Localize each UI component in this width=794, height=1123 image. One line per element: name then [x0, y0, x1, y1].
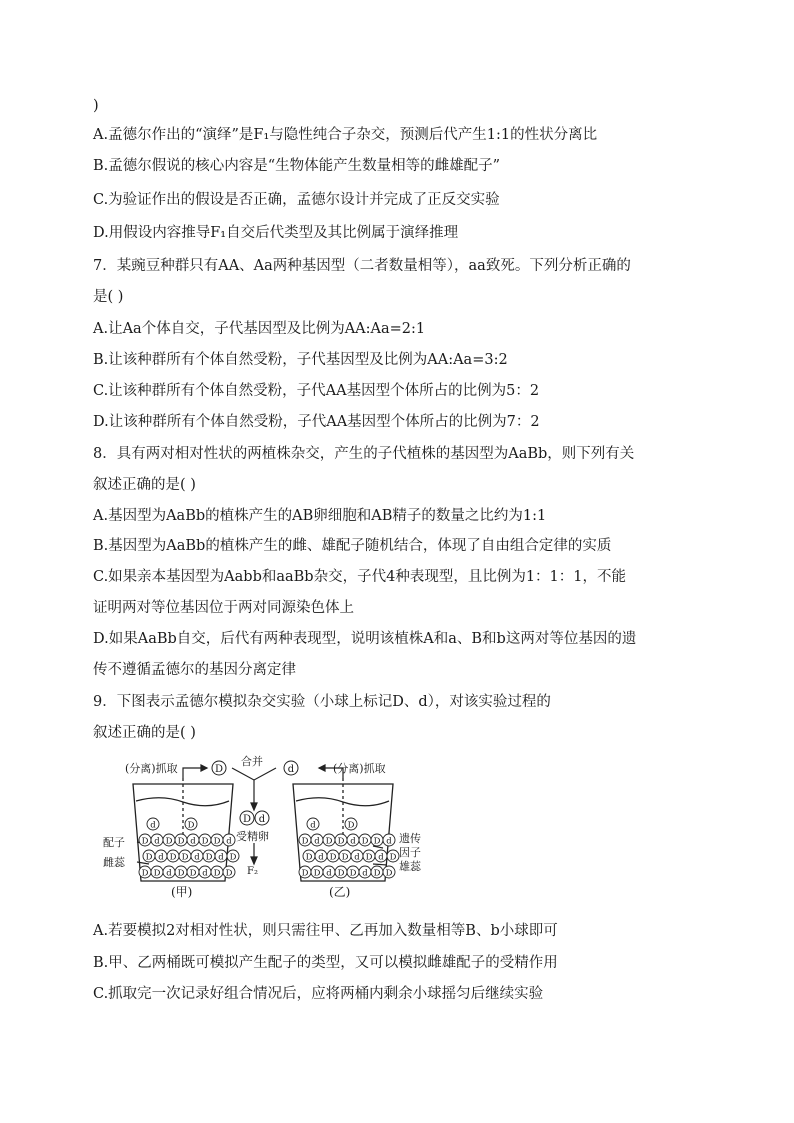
- f2-label: F₂: [247, 866, 258, 877]
- genetic-label: 遗传: [399, 832, 421, 845]
- gene-ball-label: D: [181, 852, 189, 863]
- q8-option-c-line2: 证明两对等位基因位于两对同源染色体上: [93, 600, 354, 616]
- gene-ball-label: D: [329, 852, 337, 863]
- gene-ball-label: D: [337, 836, 345, 847]
- gene-ball-label: D: [301, 836, 309, 847]
- gene-ball-label: d: [190, 836, 196, 847]
- factor-label: 因子: [399, 846, 421, 859]
- gene-ball-label: d: [362, 868, 368, 879]
- bucket-jia-label: (甲): [171, 885, 193, 899]
- gene-ball-label: D: [313, 868, 321, 879]
- q8-option-b: B.基因型为AaBb的植株产生的雌、雄配子随机结合，体现了自由组合定律的实质: [93, 538, 612, 554]
- gene-ball-label: D: [373, 868, 381, 879]
- q8-option-c-line1: C.如果亲本基因型为Aabb和aaBb杂交，子代4种表现型，且比例为1：1：1，不能: [93, 569, 626, 585]
- gene-ball-label: D: [225, 868, 233, 879]
- q6-option-a: A.孟德尔作出的“演绎”是F₁与隐性纯合子杂交，预测后代产生1:1的性状分离比: [93, 127, 598, 143]
- gene-ball-label: D: [325, 836, 333, 847]
- gene-ball-label: D: [305, 852, 313, 863]
- gene-ball-label: D: [349, 868, 357, 879]
- top-ball-d: [284, 761, 298, 775]
- gene-ball-label: d: [158, 852, 164, 863]
- gene-ball-label: D: [141, 868, 149, 879]
- q7-stem-line2: 是( ): [93, 289, 124, 305]
- q8-option-a: A.基因型为AaBb的植株产生的AB卵细胞和AB精子的数量之比约为1:1: [93, 508, 547, 524]
- gene-ball-label: d: [154, 836, 160, 847]
- gene-ball-label: D: [385, 868, 393, 879]
- gene-ball-label: d: [226, 836, 232, 847]
- q6-option-b: B.孟德尔假说的核心内容是“生物体能产生数量相等的雌雄配子”: [93, 158, 501, 174]
- gene-ball-label: D: [213, 868, 221, 879]
- q7-option-b: B.让该种群所有个体自然受粉，子代基因型及比例为AA:Aa=3:2: [93, 352, 508, 368]
- gene-ball-label: d: [354, 852, 360, 863]
- zygote-ball-d: [255, 811, 269, 825]
- q9-option-c: C.抓取完一次记录好组合情况后，应将两桶内剩余小球摇匀后继续实验: [93, 986, 544, 1002]
- stamen-label: 雄蕊: [399, 860, 421, 873]
- bucket-yi-label: (乙): [329, 885, 351, 899]
- gene-ball-label: d: [314, 836, 320, 847]
- gene-ball-label: D: [141, 836, 149, 847]
- gene-ball-label: D: [389, 852, 397, 863]
- zygote-ball-d-label: d: [258, 814, 266, 825]
- gene-ball-label: D: [301, 868, 309, 879]
- top-ball-D: [212, 761, 226, 775]
- gene-ball-label: D: [361, 836, 369, 847]
- q9-stem-line1: 9．下图表示孟德尔模拟杂交实验（小球上标记D、d），对该实验过程的: [93, 694, 551, 710]
- gamete-label: 配子: [103, 836, 125, 849]
- gene-ball-label: D: [373, 836, 381, 847]
- gene-ball-label: D: [229, 852, 237, 863]
- q8-option-d-line1: D.如果AaBb自交，后代有两种表现型，说明该植株A和a、B和b这两对等位基因的遗: [93, 631, 637, 647]
- zygote-ball-D: [240, 811, 254, 825]
- q7-option-c: C.让该种群所有个体自然受粉，子代AA基因型个体所占的比例为5：2: [93, 383, 540, 399]
- bucket-jia: [133, 778, 233, 881]
- gene-ball-label: d: [326, 868, 332, 879]
- bucket-yi: [293, 778, 393, 881]
- q9-option-a: A.若要模拟2对相对性状，则只需往甲、乙再加入数量相等B、b小球即可: [93, 923, 558, 939]
- zygote-ball-D-label: D: [242, 814, 252, 825]
- zygote-label: 受精卵: [236, 830, 269, 843]
- gene-ball-label: d: [166, 868, 172, 879]
- q8-option-d-line2: 传不遵循孟德尔的基因分离定律: [93, 662, 296, 678]
- gene-ball-label: D: [177, 836, 185, 847]
- gene-ball-label: d: [310, 820, 316, 831]
- q8-stem-line2: 叙述正确的是( ): [93, 477, 196, 493]
- gene-ball-label: d: [378, 852, 384, 863]
- bucket-jia-balls: [139, 818, 239, 879]
- gene-ball-label: D: [337, 868, 345, 879]
- top-ball-D-label: D: [214, 764, 224, 775]
- gene-ball-label: D: [165, 836, 173, 847]
- bucket-yi-balls: [299, 818, 399, 879]
- mendel-bucket-figure: [103, 755, 521, 906]
- gene-ball-label: D: [177, 868, 185, 879]
- q9-option-b: B.甲、乙两桶既可模拟产生配子的类型，又可以模拟雌雄配子的受精作用: [93, 955, 558, 971]
- q8-stem-line1: 8．具有两对相对性状的两植株杂交，产生的子代植株的基因型为AaBb，则下列有关: [93, 446, 635, 462]
- gene-ball-label: d: [202, 868, 208, 879]
- gene-ball-label: D: [187, 820, 195, 831]
- q6-option-c: C.为验证作出的假设是否正确，孟德尔设计并完成了正反交实验: [93, 192, 500, 208]
- q6-tail: ): [93, 98, 99, 114]
- gene-ball-label: d: [386, 836, 392, 847]
- q7-stem-line1: 7．某豌豆种群只有AA、Aa两种基因型（二者数量相等），aa致死。下列分析正确的: [93, 258, 631, 274]
- gene-ball-label: D: [145, 852, 153, 863]
- right-grab-label: (分离)抓取: [333, 762, 386, 775]
- merge-label: 合并: [241, 755, 263, 768]
- gene-ball-label: D: [213, 836, 221, 847]
- q9-stem-line2: 叙述正确的是( ): [93, 725, 196, 741]
- gene-ball-label: d: [218, 852, 224, 863]
- q6-option-d: D.用假设内容推导F₁自交后代类型及其比例属于演绎推理: [93, 225, 459, 241]
- gene-ball-label: d: [350, 836, 356, 847]
- left-grab-label: (分离)抓取: [125, 762, 178, 775]
- gene-ball-label: D: [341, 852, 349, 863]
- gene-ball-label: D: [189, 868, 197, 879]
- gene-ball-label: D: [347, 820, 355, 831]
- gene-ball-label: d: [318, 852, 324, 863]
- gene-ball-label: D: [365, 852, 373, 863]
- gene-ball-label: D: [201, 836, 209, 847]
- gene-ball-label: d: [194, 852, 200, 863]
- gene-ball-label: D: [169, 852, 177, 863]
- top-ball-d-label: d: [287, 764, 295, 775]
- gene-ball-label: D: [205, 852, 213, 863]
- pistil-label: 雌蕊: [103, 856, 125, 869]
- q7-option-d: D.让该种群所有个体自然受粉，子代AA基因型个体所占的比例为7：2: [93, 414, 540, 430]
- q7-option-a: A.让Aa个体自交，子代基因型及比例为AA:Aa=2:1: [93, 321, 426, 337]
- gene-ball-label: d: [150, 820, 156, 831]
- gene-ball-label: D: [153, 868, 161, 879]
